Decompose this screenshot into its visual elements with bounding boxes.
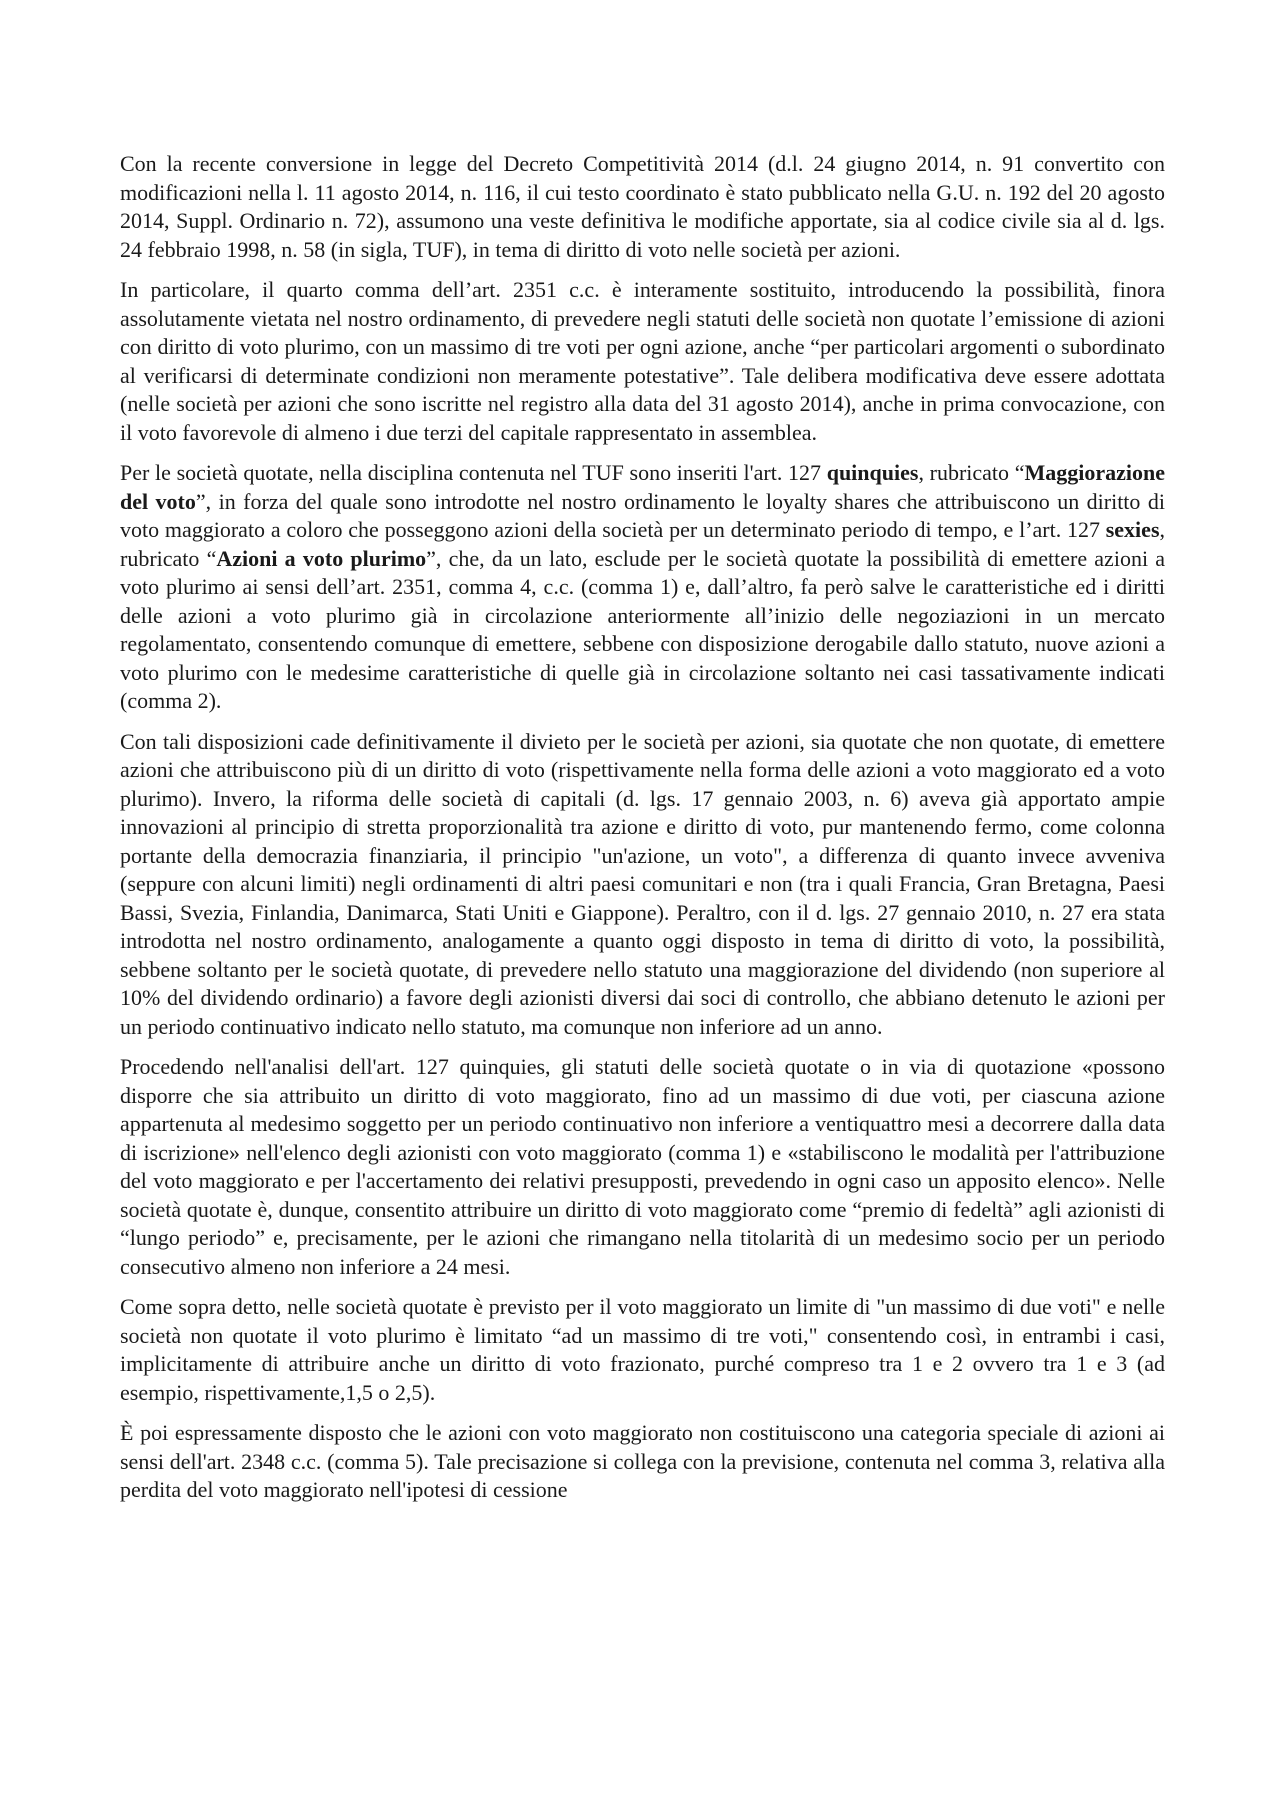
text-run: È poi espressamente disposto che le azioni con voto maggiorato non costituiscono una categoria speciale di azioni ai sensi dell'art. 2348 c.c. (comma 5). Tale precisazione si collega con la previsione, contenuta nel comma 3, relativa alla perdita del voto maggiorato nell'ipotesi di cessione [120,1420,1165,1502]
text-run: , rubricato “ [918,460,1025,485]
document-page [120,150,1165,1517]
paragraph-3 [120,459,1165,716]
text-run: ”, in forza del quale sono introdotte nel nostro ordinamento le loyalty shares che attribuiscono un diritto di voto maggiorato a coloro che posseggono azioni della società per un determinato periodo di tempo, e l’art. 127 [120,488,1165,542]
text-run: ”, che, da un lato, esclude per le società quotate la possibilità di emettere azioni a voto plurimo ai sensi dell’art. 2351, comma 4, c.c. (comma 1) e, dall’altro, fa però salve le caratteristiche ed i diritti delle azioni a voto plurimo già in circolazione anteriormente all’inizio delle negoziazioni in un mercato regolamentato, consentendo comunque di emettere, sebbene con disposizione derogabile dallo statuto, nuove azioni a voto plurimo con le medesime caratteristiche di quelle già in circolazione soltanto nei casi tassativamente indicati (comma 2). [120,545,1166,713]
bold-term-quinquies: quinquies [826,460,919,485]
text-run: Con la recente conversione in legge del Decreto Competitività 2014 (d.l. 24 giugno 2014, n. 91 convertito con modificazioni nella l. 11 agosto 2014, n. 116, il cui testo coordinato è stato pubblicato nella G.U. n. 192 del 20 agosto 2014, Suppl. Ordinario n. 72), assumono una veste definitiva le modifiche apportate, sia al codice civile sia al d. lgs. 24 febbraio 1998, n. 58 (in sigla, TUF), in tema di diritto di voto nelle società per azioni. [120,151,1165,262]
text-run: Per le società quotate, nella disciplina contenuta nel TUF sono inseriti l'art. 127 [120,460,827,485]
paragraph-1 [120,150,1165,264]
bold-title-maggiorazione-del-voto: Maggiorazione del voto [120,460,1166,514]
paragraph-2 [120,276,1165,447]
paragraph-7 [120,1419,1165,1505]
paragraph-5 [120,1053,1165,1281]
paragraph-6 [120,1293,1165,1407]
paragraph-4 [120,728,1165,1042]
text-run: Come sopra detto, nelle società quotate è previsto per il voto maggiorato un limite di "un massimo di due voti" e nelle società non quotate il voto plurimo è limitato “ad un massimo di tre voti," consentendo così, in entrambi i casi, implicitamente di attribuire anche un diritto di voto frazionato, purché compreso tra 1 e 2 ovvero tra 1 e 3 (ad esempio, rispettivamente,1,5 o 2,5). [120,1294,1165,1405]
bold-term-sexies: sexies [1105,517,1160,542]
text-run: In particolare, il quarto comma dell’art. 2351 c.c. è interamente sostituito, introducendo la possibilità, finora assolutamente vietata nel nostro ordinamento, di prevedere negli statuti delle società non quotate l’emissione di azioni con diritto di voto plurimo, con un massimo di tre voti per ogni azione, anche “per particolari argomenti o subordinato al verificarsi di determinate condizioni non meramente potestative”. Tale delibera modificativa deve essere adottata (nelle società per azioni che sono iscritte nel registro alla data del 31 agosto 2014), anche in prima convocazione, con il voto favorevole di almeno i due terzi del capitale rappresentato in assemblea. [120,277,1165,445]
text-run: Con tali disposizioni cade definitivamente il divieto per le società per azioni, sia quotate che non quotate, di emettere azioni che attribuiscono più di un diritto di voto (rispettivamente nella forma delle azioni a voto maggiorato ed a voto plurimo). Invero, la riforma delle società di capitali (d. lgs. 17 gennaio 2003, n. 6) aveva già apportato ampie innovazioni al principio di stretta proporzionalità tra azione e diritto di voto, pur mantenendo fermo, come colonna portante della democrazia finanziaria, il principio "un'azione, un voto", a differenza di quanto invece avveniva (seppure con alcuni limiti) negli ordinamenti di altri paesi comunitari e non (tra i quali Francia, Gran Bretagna, Paesi Bassi, Svezia, Finlandia, Danimarca, Stati Uniti e Giappone). Peraltro, con il d. lgs. 27 gennaio 2010, n. 27 era stata introdotta nel nostro ordinamento, analogamente a quanto oggi disposto in tema di diritto di voto, la possibilità, sebbene soltanto per le società quotate, di prevedere nello statuto una maggiorazione del dividendo (non superiore al 10% del dividendo ordinario) a favore degli azionisti diversi dai soci di controllo, che abbiano detenuto le azioni per un periodo continuativo indicato nello statuto, ma comunque non inferiore ad un anno. [120,728,1165,1039]
text-run: , rubricato “ [120,517,1165,571]
bold-title-azioni-a-voto-plurimo: Azioni a voto plurimo [216,545,427,571]
text-run: Procedendo nell'analisi dell'art. 127 quinquies, gli statuti delle società quotate o in via di quotazione «possono disporre che sia attribuito un diritto di voto maggiorato, fino ad un massimo di due voti, per ciascuna azione appartenuta al medesimo soggetto per un periodo continuativo non inferiore a ventiquattro mesi a decorrere dalla data di iscrizione» nell'elenco degli azionisti con voto maggiorato (comma 1) e «stabiliscono le modalità per l'attribuzione del voto maggiorato e per l'accertamento dei relativi presupposti, prevedendo in ogni caso un apposito elenco». Nelle società quotate è, dunque, consentito attribuire un diritto di voto maggiorato come “premio di fedeltà” agli azionisti di “lungo periodo” e, precisamente, per le azioni che rimangano nella titolarità di un medesimo socio per un periodo consecutivo almeno non inferiore a 24 mesi. [120,1054,1165,1279]
